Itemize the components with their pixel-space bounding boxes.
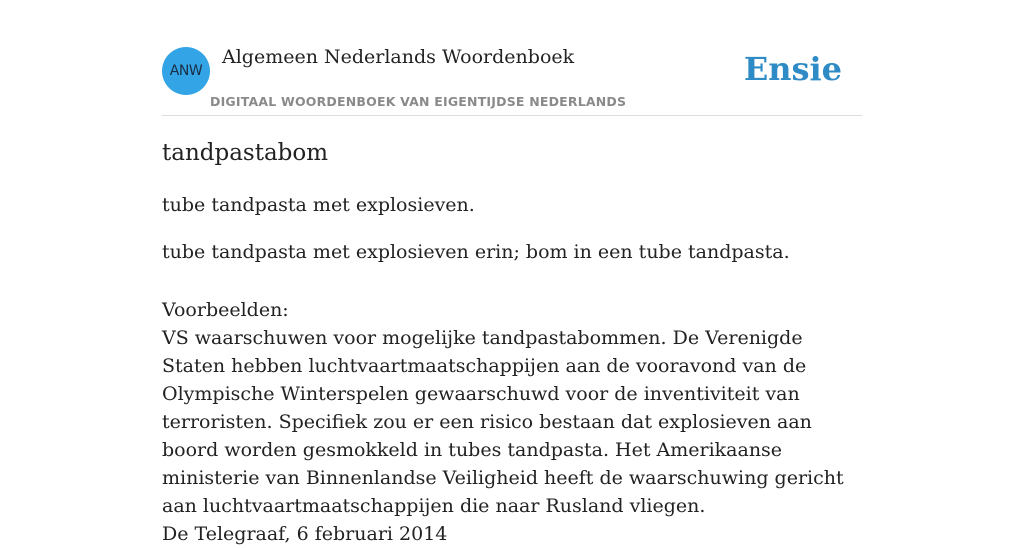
entry-definition-long: tube tandpasta met explosieven erin; bom in een tube tandpasta. xyxy=(162,241,790,263)
entry-definition-short: tube tandpasta met explosieven. xyxy=(162,194,475,216)
site-subtitle: DIGITAAL WOORDENBOEK VAN EIGENTIJDSE NEDERLANDS xyxy=(210,94,627,109)
ensie-brand-link[interactable]: Ensie xyxy=(743,50,842,88)
anw-logo[interactable] xyxy=(162,47,210,95)
page-container xyxy=(162,0,862,545)
examples-section xyxy=(162,296,862,548)
examples-label: Voorbeelden: xyxy=(162,299,289,321)
logo-text: ANW xyxy=(169,63,203,79)
entry-headword: tandpastabom xyxy=(162,140,329,166)
example-source: De Telegraaf, 6 februari 2014 xyxy=(162,523,448,545)
site-header xyxy=(162,0,862,116)
site-title[interactable]: Algemeen Nederlands Woordenboek xyxy=(222,46,575,68)
example-text: VS waarschuwen voor mogelijke tandpastabommen. De Verenigde Staten hebben luchtvaartmaatschappijen aan de vooravond van de Olympische Winterspelen gewaarschuwd voor de inventiviteit van terroristen. Specifiek zou er een risico bestaan dat explosieven aan boord worden gesmokkeld in tubes tandpasta. Het Amerikaanse ministerie van Binnenlandse Veiligheid heeft de waarschuwing gericht aan luchtvaartmaatschappijen die naar Rusland vliegen. xyxy=(162,327,844,517)
